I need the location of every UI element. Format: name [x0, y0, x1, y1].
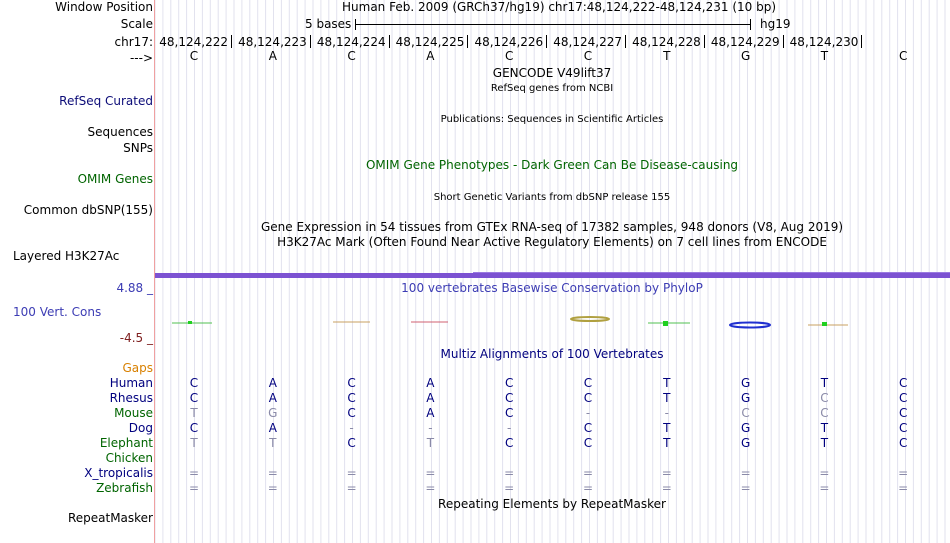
- pubs-track-title[interactable]: Publications: Sequences in Scientific Articles: [440, 114, 664, 125]
- alignment-base: =: [267, 481, 278, 495]
- ruler-base: T: [663, 49, 671, 63]
- dbsnp-track-title[interactable]: Short Genetic Variants from dbSNP release 155: [433, 192, 671, 203]
- cons-peak-1: [188, 321, 192, 324]
- alignment-base: C: [583, 436, 593, 450]
- alignment-base: =: [582, 466, 594, 480]
- scale-label: Scale: [120, 17, 153, 31]
- ruler-position: 48,124,227: [548, 35, 626, 48]
- alignment-base: =: [740, 466, 751, 480]
- ruler-position: 48,124,222: [154, 35, 232, 48]
- alignment-base: =: [898, 481, 909, 495]
- strand-label: --->: [129, 51, 153, 65]
- ruler-position: 48,124,226: [469, 35, 547, 48]
- alignment-base: =: [740, 481, 751, 495]
- ruler-base: C: [583, 49, 593, 63]
- alignment-base: C: [898, 421, 908, 435]
- alignment-base: C: [583, 391, 593, 405]
- alignment-base: =: [504, 466, 515, 480]
- alignment-base: T: [269, 436, 277, 450]
- species-label-x_tropicalis[interactable]: X_tropicalis: [84, 466, 153, 480]
- alignment-base: C: [898, 436, 908, 450]
- cons-mark-6: [571, 317, 609, 321]
- alignment-base: T: [820, 436, 829, 450]
- refseq-track-title[interactable]: RefSeq genes from NCBI: [490, 83, 614, 94]
- refseq-curated-label[interactable]: RefSeq Curated: [59, 94, 153, 108]
- alignment-base: G: [740, 436, 751, 450]
- cons-track-title[interactable]: 100 vertebrates Basewise Conservation by PhyloP: [401, 281, 703, 295]
- alignment-base: =: [819, 466, 830, 480]
- ruler-position: 48,124,229: [706, 35, 784, 48]
- ruler-position: 48,124,230: [784, 35, 862, 48]
- alignment-base: =: [346, 466, 357, 480]
- assembly-label: hg19: [760, 17, 791, 31]
- gaps-label[interactable]: Gaps: [122, 361, 153, 375]
- alignment-base: C: [189, 421, 199, 435]
- alignment-base: C: [347, 406, 356, 420]
- alignment-base: =: [661, 466, 672, 480]
- alignment-base: -: [428, 421, 433, 435]
- alignment-base: A: [268, 421, 277, 435]
- alignment-base: G: [268, 406, 278, 420]
- alignment-base: C: [820, 406, 829, 420]
- ruler-base: A: [426, 49, 435, 63]
- alignment-base: C: [898, 406, 908, 420]
- cons-mark-8: [730, 323, 770, 328]
- alignment-base: T: [426, 436, 435, 450]
- alignment-base: =: [661, 481, 672, 495]
- alignment-base: C: [347, 376, 356, 390]
- species-label-zebrafish[interactable]: Zebrafish: [96, 481, 153, 495]
- multiz-track-title[interactable]: Multiz Alignments of 100 Vertebrates: [440, 347, 664, 361]
- species-label-chicken[interactable]: Chicken: [105, 451, 153, 465]
- alignment-base: C: [504, 436, 514, 450]
- snps-label[interactable]: SNPs: [123, 141, 153, 155]
- alignment-base: A: [268, 391, 277, 405]
- alignment-base: C: [583, 376, 593, 390]
- h3k27ac-track-title[interactable]: H3K27Ac Mark (Often Found Near Active Regulatory Elements) on 7 cell lines from ENCODE: [277, 235, 827, 249]
- alignment-base: A: [426, 391, 435, 405]
- omim-genes-label[interactable]: OMIM Genes: [77, 172, 153, 186]
- alignment-base: T: [820, 421, 829, 435]
- alignment-base: =: [188, 466, 200, 480]
- species-label-rhesus[interactable]: Rhesus: [109, 391, 153, 405]
- ruler-base: C: [898, 49, 908, 63]
- alignment-base: =: [898, 466, 909, 480]
- alignment-base: =: [346, 481, 357, 495]
- alignment-base: =: [267, 466, 278, 480]
- alignment-base: =: [504, 481, 515, 495]
- omim-track-title[interactable]: OMIM Gene Phenotypes - Dark Green Can Be Disease-causing: [365, 158, 739, 172]
- ruler-base: G: [740, 49, 751, 63]
- cons-peak-9: [822, 322, 827, 326]
- ruler-base: C: [347, 49, 356, 63]
- alignment-base: C: [347, 391, 356, 405]
- window-position-text: Human Feb. 2009 (GRCh37/hg19) chr17:48,124,222-48,124,231 (10 bp): [342, 0, 777, 14]
- alignment-base: =: [819, 481, 830, 495]
- alignment-base: C: [189, 391, 199, 405]
- window-position-label: Window Position: [55, 0, 153, 14]
- species-label-elephant[interactable]: Elephant: [99, 436, 153, 450]
- species-label-human[interactable]: Human: [109, 376, 153, 390]
- alignment-base: A: [426, 376, 435, 390]
- alignment-base: T: [663, 376, 671, 390]
- alignment-base: T: [663, 421, 671, 435]
- ruler-position: 48,124,223: [233, 35, 311, 48]
- ruler-base: C: [189, 49, 199, 63]
- common-dbsnp-label[interactable]: Common dbSNP(155): [23, 203, 153, 217]
- alignment-base: =: [425, 466, 436, 480]
- alignment-base: =: [582, 481, 594, 495]
- alignment-base: C: [898, 391, 908, 405]
- alignment-base: C: [583, 421, 593, 435]
- alignment-base: T: [663, 436, 671, 450]
- species-label-dog[interactable]: Dog: [128, 421, 153, 435]
- alignment-base: T: [663, 391, 671, 405]
- scale-value: 5 bases: [305, 17, 352, 31]
- alignment-base: -: [585, 406, 591, 420]
- ruler-base: C: [504, 49, 514, 63]
- repeatmasker-track-title[interactable]: Repeating Elements by RepeatMasker: [438, 497, 666, 511]
- alignment-base: C: [347, 436, 356, 450]
- ruler-position: 48,124,228: [627, 35, 705, 48]
- alignment-base: C: [504, 376, 514, 390]
- gencode-track-title[interactable]: GENCODE V49lift37: [492, 66, 612, 80]
- cons-peak-7: [663, 321, 668, 326]
- cons-top-value: 4.88 _: [116, 281, 153, 295]
- alignment-base: G: [740, 391, 751, 405]
- repeatmasker-label[interactable]: RepeatMasker: [67, 511, 153, 525]
- alignment-base: =: [188, 481, 200, 495]
- alignment-base: C: [504, 406, 514, 420]
- alignment-base: A: [426, 406, 435, 420]
- alignment-base: G: [740, 421, 751, 435]
- ruler-base: A: [268, 49, 277, 63]
- layered-h3k27ac-label[interactable]: Layered H3K27Ac: [13, 249, 120, 263]
- ruler-position: 48,124,225: [390, 35, 468, 48]
- alignment-base: C: [820, 391, 829, 405]
- ruler-base: T: [820, 49, 829, 63]
- alignment-base: T: [820, 376, 829, 390]
- sequences-label[interactable]: Sequences: [87, 125, 153, 139]
- alignment-base: =: [425, 481, 436, 495]
- species-label-mouse[interactable]: Mouse: [114, 406, 153, 420]
- alignment-base: -: [664, 406, 669, 420]
- alignment-base: A: [268, 376, 277, 390]
- alignment-base: C: [741, 406, 750, 420]
- alignment-base: G: [740, 376, 751, 390]
- alignment-base: T: [190, 436, 198, 450]
- chrom-label: chr17:: [114, 35, 153, 49]
- cons-bottom-value: -4.5 _: [119, 331, 153, 345]
- alignment-base: C: [189, 376, 199, 390]
- alignment-base: T: [190, 406, 198, 420]
- ruler-position: 48,124,224: [312, 35, 390, 48]
- alignment-base: -: [507, 421, 512, 435]
- alignment-base: C: [898, 376, 908, 390]
- gtex-track-title[interactable]: Gene Expression in 54 tissues from GTEx RNA-seq of 17382 samples, 948 donors (V8, Aug 2019): [260, 220, 844, 234]
- alignment-base: C: [504, 391, 514, 405]
- alignment-base: -: [349, 421, 354, 435]
- vert-cons-label[interactable]: 100 Vert. Cons: [13, 305, 102, 319]
